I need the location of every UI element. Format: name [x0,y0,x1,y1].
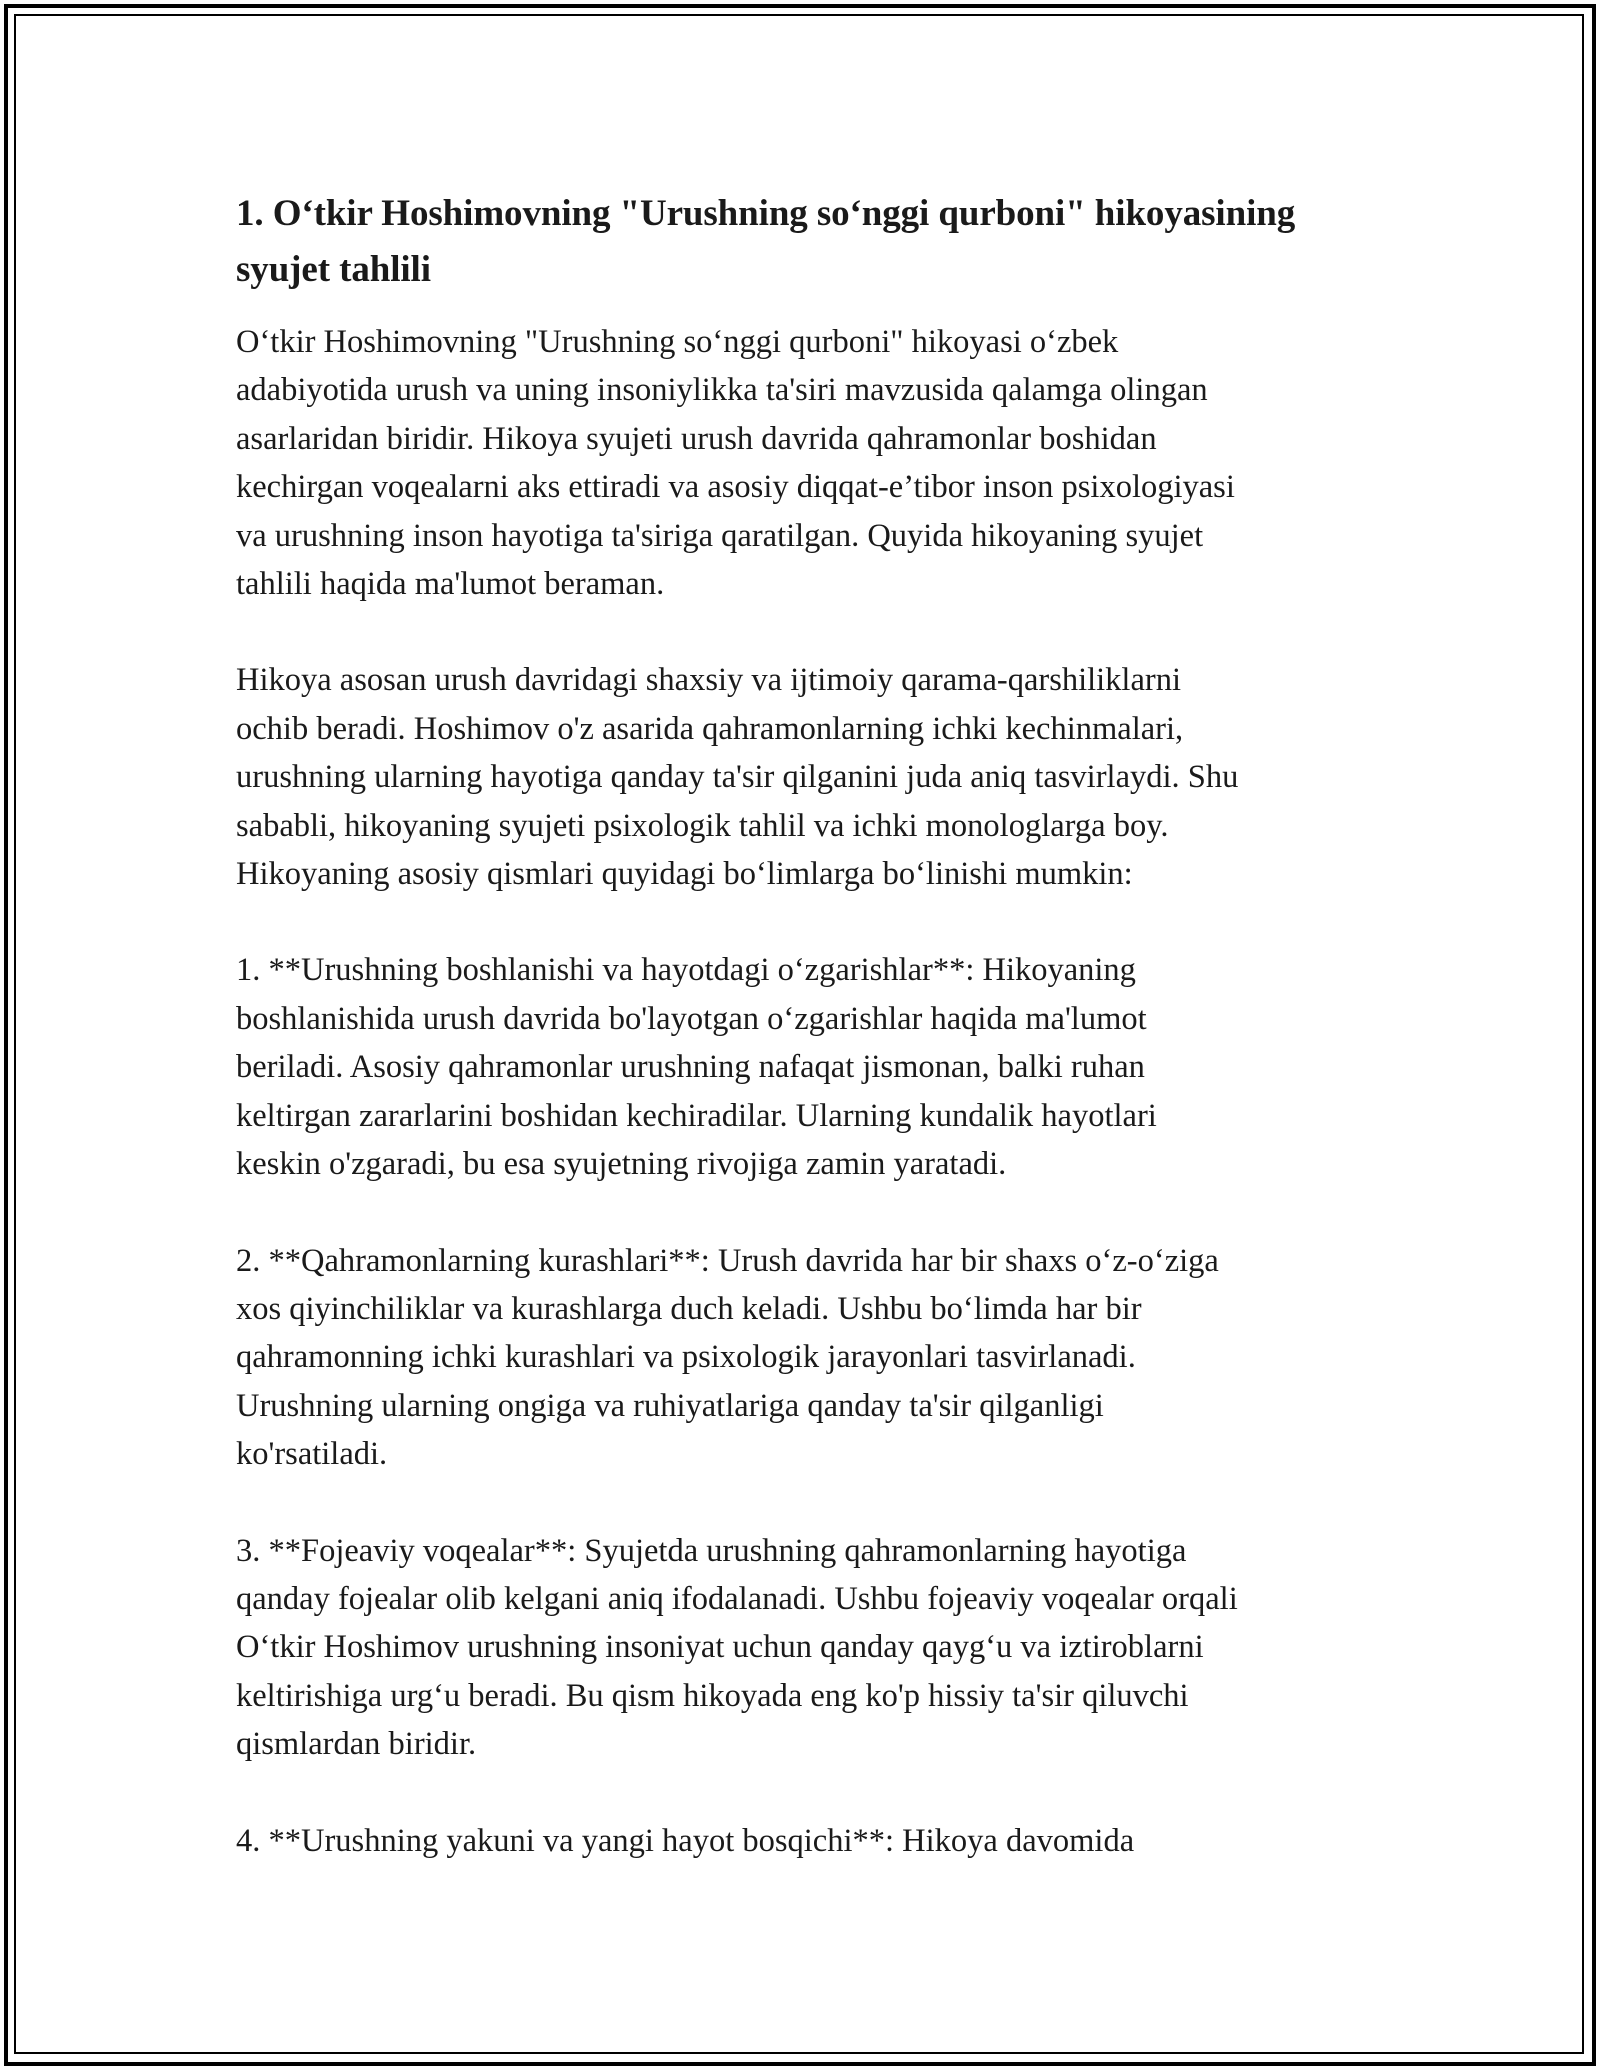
list-item-4: 4. **Urushning yakuni va yangi hayot bosqichi**: Hikoya davomida [236,1822,1135,1859]
list-item-2: 2. **Qahramonlarning kurashlari**: Urush davrida har bir shaxs o‘z-o‘ziga xos qiyinchiliklar va kurashlarga duch keladi. Ushbu bo‘limda har bir qahramonning ichki kurashlari va psixologik jarayonlari tasvirlanadi. Urushning ularning ongiga va ruhiyatlariga qanday ta'sir qilganligi ko'rsatiladi. [236,1242,1219,1473]
paragraph-overview: Hikoya asosan urush davridagi shaxsiy va ijtimoiy qarama-qarshiliklarni ochib beradi. Hoshimov o'z asarida qahramonlarning ichki kechinmalari, urushning ularning hayotiga qanday ta'sir qilganini juda aniq tasvirlaydi. Shu sababli, hikoyaning syujeti psixologik tahlil va ichki monologlarga boy. Hikoyaning asosiy qismlari quyidagi bo‘limlarga bo‘linishi mumkin: [236,662,1239,893]
document-title: 1. O‘tkir Hoshimovning "Urushning so‘nggi qurboni" hikoyasining syujet tahlili [236,193,1296,290]
list-item-1: 1. **Urushning boshlanishi va hayotdagi o‘zgarishlar**: Hikoyaning boshlanishida urush davrida bo'layotgan o‘zgarishlar haqida ma'lumot beriladi. Asosiy qahramonlar urushning nafaqat jismonan, balki ruhan keltirgan zararlarini boshidan kechiradilar. Ularning kundalik hayotlari keskin o'zgaradi, bu esa syujetning rivojiga zamin yaratadi. [236,952,1157,1183]
document-body [236,186,1376,1913]
list-item-3: 3. **Fojeaviy voqealar**: Syujetda urushning qahramonlarning hayotiga qanday fojealar olib kelgani aniq ifodalanadi. Ushbu fojeaviy voqealar orqali O‘tkir Hoshimov urushning insoniyat uchun qanday qayg‘u va iztiroblarni keltirishiga urg‘u beradi. Bu qism hikoyada eng ko'p hissiy ta'sir qiluvchi qismlardan biridir. [236,1532,1238,1763]
paragraph-intro: O‘tkir Hoshimovning "Urushning so‘nggi qurboni" hikoyasi o‘zbek adabiyotida urush va uning insoniylikka ta'siri mavzusida qalamga olingan asarlaridan biridir. Hikoya syujeti urush davrida qahramonlar boshidan kechirgan voqealarni aks ettiradi va asosiy diqqat-e’tibor inson psixologiyasi va urushning inson hayotiga ta'siriga qaratilgan. Quyida hikoyaning syujet tahlili haqida ma'lumot beraman. [236,324,1235,603]
